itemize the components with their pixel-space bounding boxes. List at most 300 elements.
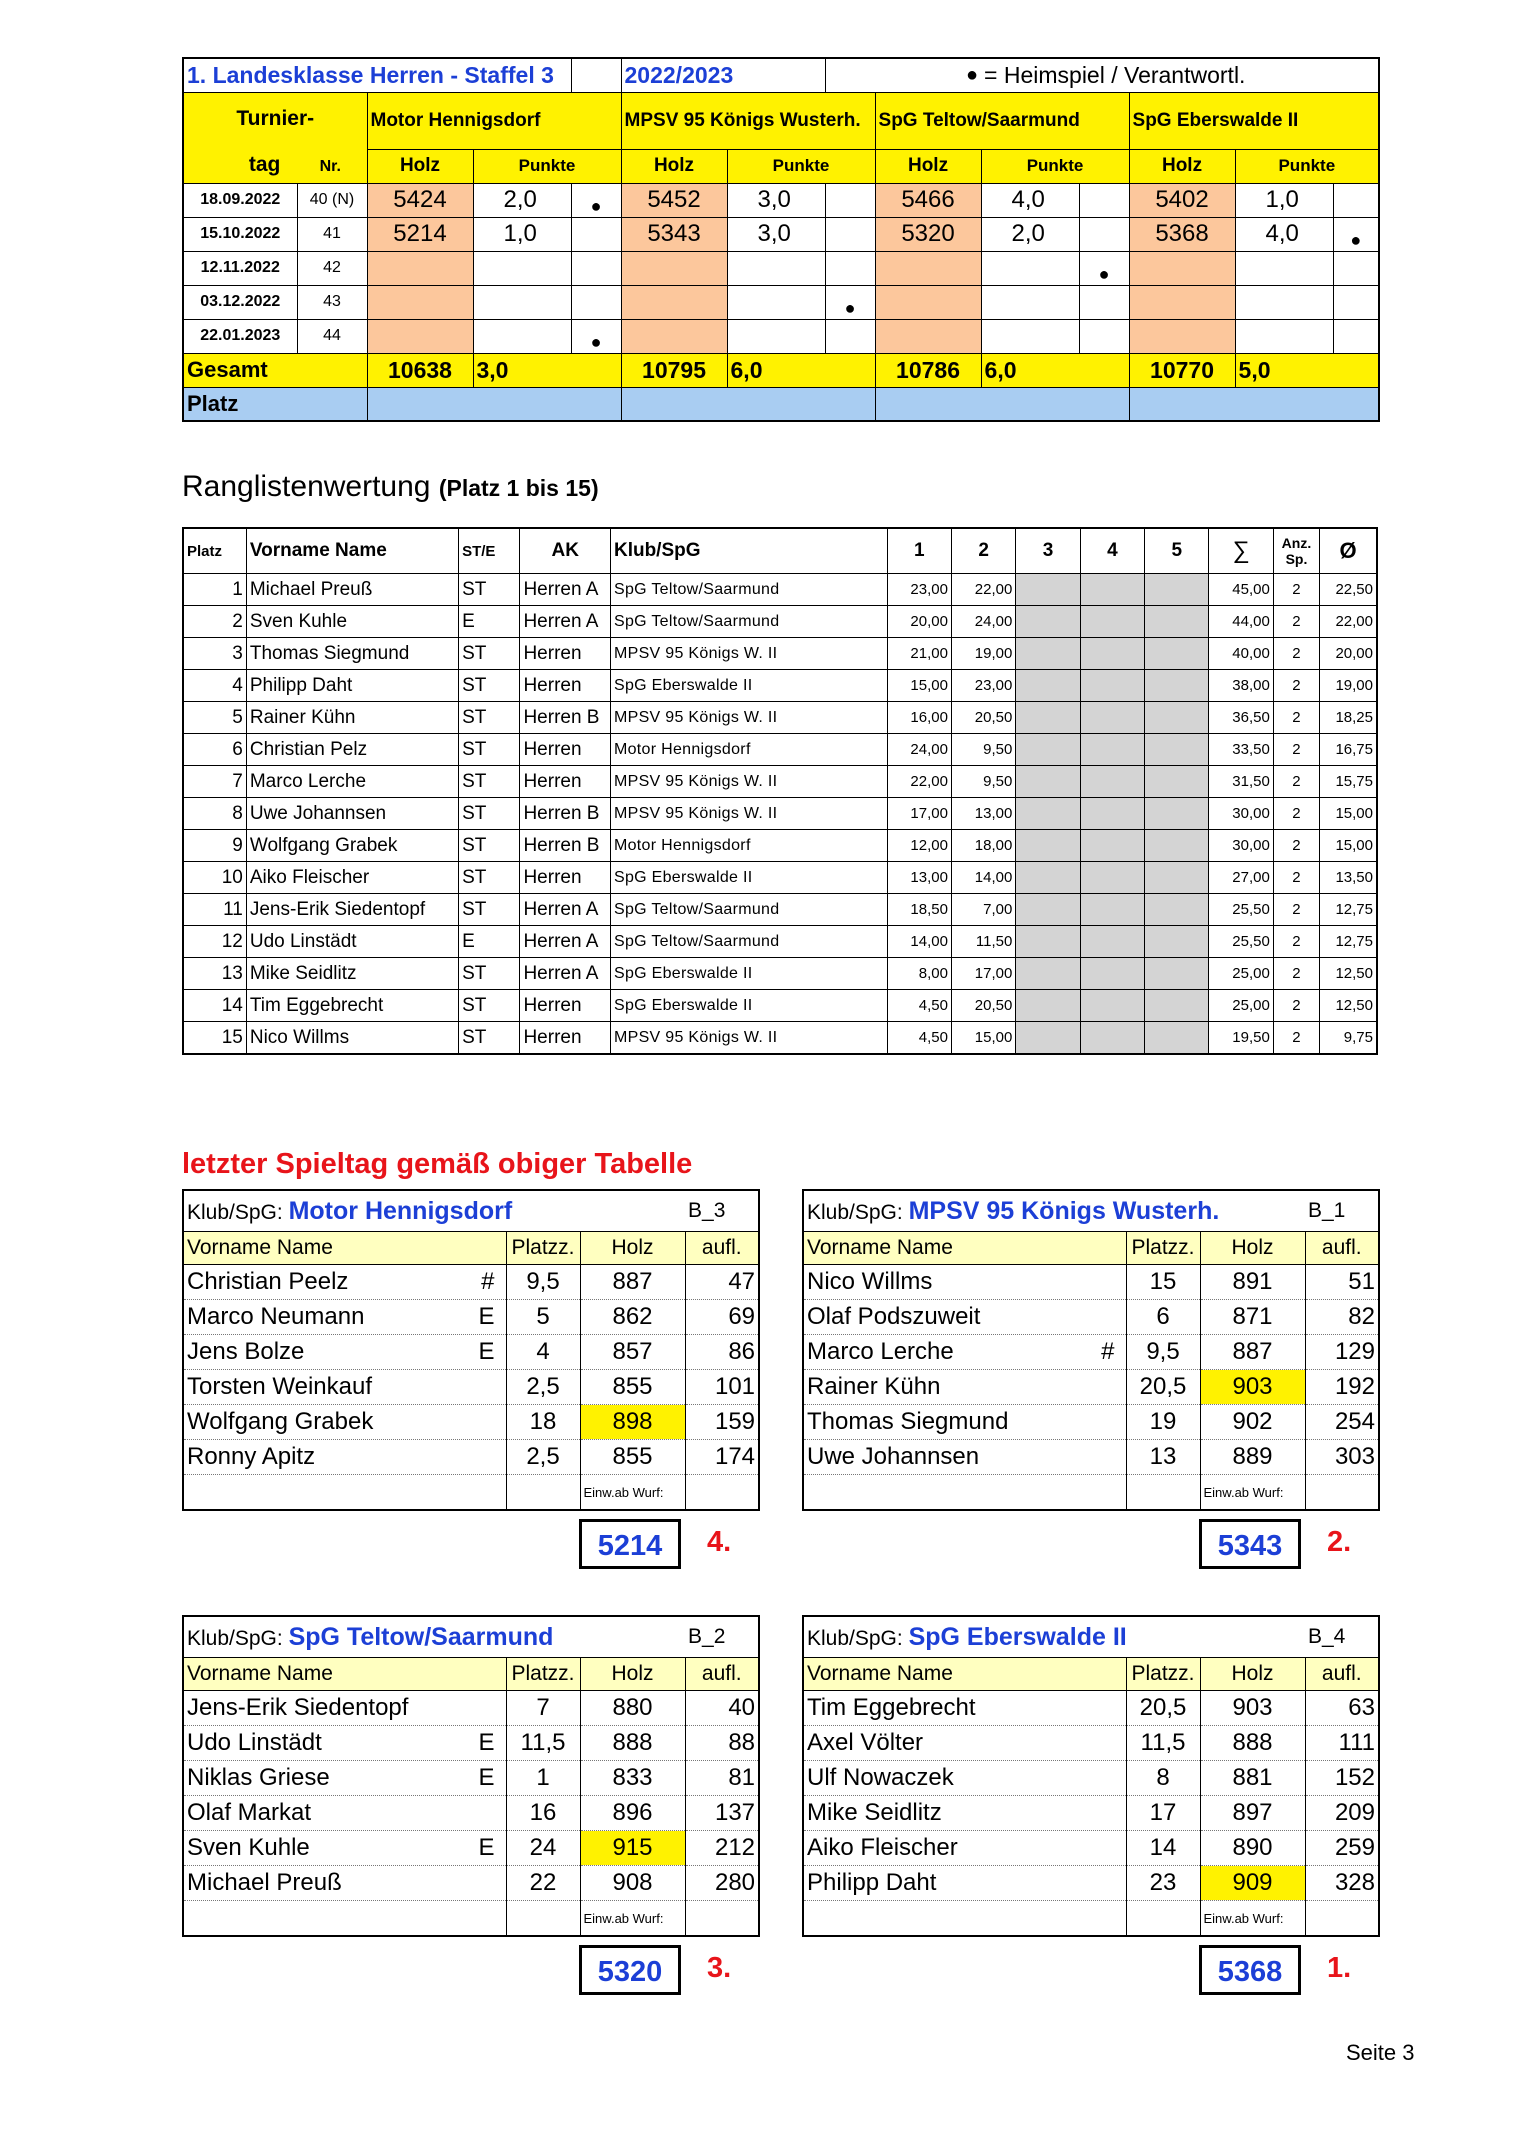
rank-klub: SpG Teltow/Saarmund (610, 894, 887, 926)
rank-name: Nico Willms (246, 1022, 458, 1055)
rank-platz: 7 (183, 766, 246, 798)
gesamt-punkte-3: 6,0 (981, 353, 1129, 387)
rank-avg: 12,75 (1320, 894, 1377, 926)
league-row (183, 217, 1379, 251)
col-anz (1273, 528, 1319, 574)
rank-score-2: 7,00 (951, 894, 1015, 926)
rank-score-5 (1145, 574, 1209, 606)
holz-col-header: Holz (1200, 1232, 1305, 1265)
player-cell (803, 1370, 1126, 1405)
player-row (803, 1761, 1379, 1796)
punkte-cell (981, 285, 1079, 319)
rank-ste: ST (459, 830, 520, 862)
punkte-header: Punkte (1235, 149, 1379, 183)
player-name: Sven Kuhle (187, 1834, 310, 1861)
holz-header: Holz (621, 149, 727, 183)
aufl-col-header: aufl. (685, 1232, 759, 1265)
rank-platz: 3 (183, 638, 246, 670)
turniertag-header (183, 92, 367, 183)
match-nr: 43 (297, 285, 367, 319)
rank-score-3 (1016, 1022, 1080, 1055)
rank-sum: 25,00 (1209, 958, 1273, 990)
holz-col-header: Holz (580, 1232, 685, 1265)
rank-avg: 15,00 (1320, 830, 1377, 862)
player-cell (183, 1796, 506, 1831)
home-dot (571, 285, 621, 319)
rank-score-2: 15,00 (951, 1022, 1015, 1055)
aufl-col-header: aufl. (1305, 1658, 1379, 1691)
rank-ste: ST (459, 894, 520, 926)
player-aufl: 259 (1305, 1831, 1379, 1866)
rank-score-5 (1145, 670, 1209, 702)
player-row (803, 1370, 1379, 1405)
player-row (183, 1831, 759, 1866)
rank-score-3 (1016, 670, 1080, 702)
rank-ak: Herren A (520, 958, 611, 990)
rank-name: Tim Eggebrecht (246, 990, 458, 1022)
punkte-header: Punkte (727, 149, 875, 183)
punkte-header: Punkte (473, 149, 621, 183)
player-holz: 915 (580, 1831, 685, 1866)
rank-ak: Herren (520, 734, 611, 766)
player-aufl: 101 (685, 1370, 759, 1405)
player-platz: 16 (506, 1796, 580, 1831)
legend-text: = Heimspiel / Verantwortl. (981, 58, 1379, 92)
rank-ak: Herren (520, 862, 611, 894)
rank-score-5 (1145, 1022, 1209, 1055)
player-holz: 888 (1200, 1726, 1305, 1761)
rank-score-4 (1080, 670, 1144, 702)
player-mark: E (478, 1303, 495, 1330)
team-box (802, 1189, 1380, 1511)
player-aufl: 328 (1305, 1866, 1379, 1901)
punkte-cell (1235, 251, 1333, 285)
player-holz: 889 (1200, 1440, 1305, 1475)
rank-score-2: 14,00 (951, 862, 1015, 894)
ranking-row (183, 574, 1377, 606)
rank-ste: ST (459, 670, 520, 702)
league-table (182, 57, 1380, 422)
team-rank: 2. (1327, 1526, 1352, 1558)
rank-score-2: 24,00 (951, 606, 1015, 638)
rank-score-4 (1080, 1022, 1144, 1055)
col-anz-2: Sp. (1285, 551, 1308, 567)
rank-score-2: 23,00 (951, 670, 1015, 702)
player-platz: 14 (1126, 1831, 1200, 1866)
team-total: 5368 (1199, 1945, 1301, 1995)
player-row (803, 1300, 1379, 1335)
player-platz: 4 (506, 1335, 580, 1370)
rank-score-5 (1145, 990, 1209, 1022)
player-mark: E (478, 1834, 495, 1861)
team-box (182, 1189, 760, 1511)
ranking-table (182, 527, 1378, 1055)
player-aufl: 303 (1305, 1440, 1379, 1475)
team-total: 5320 (579, 1945, 681, 1995)
punkte-cell (727, 319, 825, 353)
punkte-cell: 3,0 (727, 217, 825, 251)
punkte-cell: 1,0 (1235, 183, 1333, 217)
rank-score-3 (1016, 990, 1080, 1022)
punkte-cell (473, 319, 571, 353)
rank-score-2: 19,00 (951, 638, 1015, 670)
rank-klub: Motor Hennigsdorf (610, 734, 887, 766)
player-platz: 2,5 (506, 1440, 580, 1475)
rank-score-3 (1016, 798, 1080, 830)
league-row (183, 285, 1379, 319)
holz-cell (367, 285, 473, 319)
platz-col-header: Platzz. (506, 1658, 580, 1691)
rank-klub: Motor Hennigsdorf (610, 830, 887, 862)
player-platz: 6 (1126, 1300, 1200, 1335)
player-aufl: 280 (685, 1866, 759, 1901)
rank-name: Wolfgang Grabek (246, 830, 458, 862)
player-aufl: 159 (685, 1405, 759, 1440)
player-row (183, 1265, 759, 1300)
col-name: Vorname Name (246, 528, 458, 574)
player-cell (803, 1440, 1126, 1475)
rank-score-3 (1016, 862, 1080, 894)
rank-score-2: 20,50 (951, 990, 1015, 1022)
rank-score-4 (1080, 798, 1144, 830)
rank-score-4 (1080, 574, 1144, 606)
col-anz-1: Anz. (1281, 535, 1312, 551)
player-name: Mike Seidlitz (807, 1799, 942, 1826)
player-name: Aiko Fleischer (807, 1834, 958, 1861)
player-aufl: 209 (1305, 1796, 1379, 1831)
holz-cell (875, 319, 981, 353)
rank-name: Jens-Erik Siedentopf (246, 894, 458, 926)
rank-anz: 2 (1273, 574, 1319, 606)
rank-score-5 (1145, 766, 1209, 798)
player-aufl: 81 (685, 1761, 759, 1796)
player-holz: 881 (1200, 1761, 1305, 1796)
player-cell (183, 1831, 506, 1866)
rank-score-3 (1016, 894, 1080, 926)
rank-ak: Herren A (520, 894, 611, 926)
einw-label: Einw.ab Wurf: (1200, 1475, 1305, 1511)
rank-score-3 (1016, 606, 1080, 638)
team-box-header (183, 1616, 685, 1658)
player-platz: 24 (506, 1831, 580, 1866)
player-cell (803, 1265, 1126, 1300)
rank-sum: 45,00 (1209, 574, 1273, 606)
player-platz: 11,5 (506, 1726, 580, 1761)
player-platz: 8 (1126, 1761, 1200, 1796)
rank-score-4 (1080, 606, 1144, 638)
rank-platz: 10 (183, 862, 246, 894)
col-1: 1 (887, 528, 951, 574)
player-platz: 20,5 (1126, 1370, 1200, 1405)
holz-cell: 5424 (367, 183, 473, 217)
player-platz: 22 (506, 1866, 580, 1901)
gesamt-holz-2: 10795 (621, 353, 727, 387)
holz-cell (621, 285, 727, 319)
rank-sum: 25,50 (1209, 926, 1273, 958)
rank-sum: 19,50 (1209, 1022, 1273, 1055)
rank-score-4 (1080, 702, 1144, 734)
gesamt-holz-4: 10770 (1129, 353, 1235, 387)
name-col-header: Vorname Name (183, 1232, 506, 1265)
aufl-col-header: aufl. (685, 1658, 759, 1691)
rank-sum: 30,00 (1209, 798, 1273, 830)
rank-avg: 9,75 (1320, 1022, 1377, 1055)
rank-score-1: 24,00 (887, 734, 951, 766)
rank-score-5 (1145, 734, 1209, 766)
last-day-heading: letzter Spieltag gemäß obiger Tabelle (182, 1148, 693, 1180)
rank-anz: 2 (1273, 1022, 1319, 1055)
rank-sum: 25,00 (1209, 990, 1273, 1022)
rank-score-4 (1080, 734, 1144, 766)
player-cell (803, 1300, 1126, 1335)
rank-score-3 (1016, 638, 1080, 670)
player-row (803, 1866, 1379, 1901)
rank-ste: ST (459, 798, 520, 830)
team-box-header (803, 1616, 1305, 1658)
klub-label: Klub/SpG: (807, 1626, 903, 1650)
league-row (183, 183, 1379, 217)
player-mark: E (478, 1764, 495, 1791)
punkte-cell: 1,0 (473, 217, 571, 251)
rank-avg: 13,50 (1320, 862, 1377, 894)
rank-score-1: 23,00 (887, 574, 951, 606)
player-holz: 833 (580, 1761, 685, 1796)
name-col-header: Vorname Name (803, 1232, 1126, 1265)
player-name: Ulf Nowaczek (807, 1764, 954, 1791)
rank-score-1: 17,00 (887, 798, 951, 830)
player-aufl: 86 (685, 1335, 759, 1370)
team-rank: 4. (707, 1526, 732, 1558)
match-date: 15.10.2022 (183, 217, 297, 251)
ranking-row (183, 734, 1377, 766)
ranking-row (183, 702, 1377, 734)
match-nr: 42 (297, 251, 367, 285)
player-row (803, 1726, 1379, 1761)
holz-cell (1129, 319, 1235, 353)
rank-score-1: 22,00 (887, 766, 951, 798)
rank-ak: Herren B (520, 830, 611, 862)
punkte-cell (473, 285, 571, 319)
punkte-cell (473, 251, 571, 285)
team-name: Motor Hennigsdorf (288, 1196, 513, 1225)
ranking-heading-text: Ranglistenwertung (182, 470, 431, 503)
rank-klub: SpG Teltow/Saarmund (610, 574, 887, 606)
holz-header: Holz (875, 149, 981, 183)
rank-score-4 (1080, 894, 1144, 926)
rank-avg: 18,25 (1320, 702, 1377, 734)
player-aufl: 129 (1305, 1335, 1379, 1370)
rank-sum: 36,50 (1209, 702, 1273, 734)
name-col-header: Vorname Name (183, 1658, 506, 1691)
col-5: 5 (1145, 528, 1209, 574)
player-holz: 890 (1200, 1831, 1305, 1866)
ranking-row (183, 798, 1377, 830)
einw-label: Einw.ab Wurf: (580, 1901, 685, 1937)
team-total: 5343 (1199, 1519, 1301, 1569)
rank-sum: 25,50 (1209, 894, 1273, 926)
player-name: Jens-Erik Siedentopf (187, 1694, 409, 1721)
rank-klub: MPSV 95 Königs W. II (610, 702, 887, 734)
player-platz: 17 (1126, 1796, 1200, 1831)
home-dot (571, 251, 621, 285)
player-name: Thomas Siegmund (807, 1408, 1009, 1435)
player-aufl: 137 (685, 1796, 759, 1831)
holz-cell (367, 319, 473, 353)
player-name: Tim Eggebrecht (807, 1694, 976, 1721)
einw-label: Einw.ab Wurf: (580, 1475, 685, 1511)
player-holz: 871 (1200, 1300, 1305, 1335)
player-name: Jens Bolze (187, 1338, 305, 1365)
ranking-row (183, 766, 1377, 798)
player-cell (803, 1796, 1126, 1831)
col-sum: ∑ (1209, 528, 1273, 574)
team-box (802, 1615, 1380, 1937)
punkte-cell (727, 251, 825, 285)
home-dot (1079, 285, 1129, 319)
holz-cell (621, 251, 727, 285)
player-aufl: 47 (685, 1265, 759, 1300)
player-name: Christian Peelz (187, 1268, 349, 1295)
rank-klub: SpG Eberswalde II (610, 958, 887, 990)
player-row (803, 1691, 1379, 1726)
player-name: Wolfgang Grabek (187, 1408, 374, 1435)
player-holz: 898 (580, 1405, 685, 1440)
player-row (803, 1405, 1379, 1440)
home-dot: ● (1333, 217, 1379, 251)
rank-ak: Herren (520, 990, 611, 1022)
player-cell (803, 1761, 1126, 1796)
rank-score-1: 18,50 (887, 894, 951, 926)
rank-ste: ST (459, 1022, 520, 1055)
player-row (803, 1335, 1379, 1370)
rank-anz: 2 (1273, 766, 1319, 798)
rank-score-2: 9,50 (951, 734, 1015, 766)
player-name: Uwe Johannsen (807, 1443, 980, 1470)
team-rank: 3. (707, 1952, 732, 1984)
player-aufl: 82 (1305, 1300, 1379, 1335)
rank-score-4 (1080, 766, 1144, 798)
punkte-cell (1235, 285, 1333, 319)
player-name: Udo Linstädt (187, 1729, 322, 1756)
rank-score-1: 4,50 (887, 990, 951, 1022)
rank-score-4 (1080, 862, 1144, 894)
player-platz: 7 (506, 1691, 580, 1726)
player-cell (183, 1726, 506, 1761)
player-holz: 903 (1200, 1370, 1305, 1405)
rank-sum: 27,00 (1209, 862, 1273, 894)
team-code: B_1 (1305, 1190, 1379, 1232)
match-nr: 44 (297, 319, 367, 353)
ranking-row (183, 1022, 1377, 1055)
rank-anz: 2 (1273, 734, 1319, 766)
punkte-cell: 2,0 (981, 217, 1079, 251)
player-row (803, 1796, 1379, 1831)
rank-score-3 (1016, 574, 1080, 606)
rank-name: Mike Seidlitz (246, 958, 458, 990)
rank-score-1: 20,00 (887, 606, 951, 638)
rank-score-5 (1145, 894, 1209, 926)
player-name: Marco Lerche (807, 1338, 954, 1365)
match-date: 22.01.2023 (183, 319, 297, 353)
holz-cell (875, 251, 981, 285)
home-dot (825, 217, 875, 251)
holz-cell (1129, 285, 1235, 319)
rank-ak: Herren A (520, 574, 611, 606)
rank-platz: 8 (183, 798, 246, 830)
player-aufl: 254 (1305, 1405, 1379, 1440)
match-nr: 41 (297, 217, 367, 251)
platz-label: Platz (183, 387, 367, 421)
punkte-cell (981, 251, 1079, 285)
home-dot (1333, 285, 1379, 319)
rank-ste: E (459, 606, 520, 638)
home-dot: ● (571, 319, 621, 353)
rank-name: Uwe Johannsen (246, 798, 458, 830)
gesamt-label: Gesamt (183, 353, 297, 387)
player-aufl: 63 (1305, 1691, 1379, 1726)
rank-name: Aiko Fleischer (246, 862, 458, 894)
player-row (183, 1691, 759, 1726)
rank-score-4 (1080, 958, 1144, 990)
rank-klub: SpG Teltow/Saarmund (610, 606, 887, 638)
rank-avg: 20,00 (1320, 638, 1377, 670)
team-name: MPSV 95 Königs Wusterh. (908, 1196, 1220, 1225)
player-platz: 19 (1126, 1405, 1200, 1440)
player-holz: 909 (1200, 1866, 1305, 1901)
ranking-row (183, 606, 1377, 638)
team-code: B_3 (685, 1190, 759, 1232)
rank-avg: 12,50 (1320, 990, 1377, 1022)
player-holz: 887 (580, 1265, 685, 1300)
player-row (183, 1370, 759, 1405)
player-holz: 857 (580, 1335, 685, 1370)
rank-ak: Herren (520, 1022, 611, 1055)
player-name: Ronny Apitz (187, 1443, 316, 1470)
player-holz: 880 (580, 1691, 685, 1726)
rank-score-2: 17,00 (951, 958, 1015, 990)
rank-ste: E (459, 926, 520, 958)
turniertag-label: Turnier- (236, 106, 315, 130)
punkte-cell (727, 285, 825, 319)
punkte-cell: 2,0 (473, 183, 571, 217)
player-name: Olaf Podszuweit (807, 1303, 981, 1330)
rank-klub: MPSV 95 Königs W. II (610, 638, 887, 670)
holz-cell: 5214 (367, 217, 473, 251)
player-cell (183, 1866, 506, 1901)
player-platz: 15 (1126, 1265, 1200, 1300)
ranking-row (183, 990, 1377, 1022)
player-mark: # (481, 1268, 495, 1295)
gesamt-punkte-4: 5,0 (1235, 353, 1379, 387)
rank-score-4 (1080, 926, 1144, 958)
rank-score-1: 13,00 (887, 862, 951, 894)
player-platz: 1 (506, 1761, 580, 1796)
rank-name: Marco Lerche (246, 766, 458, 798)
match-date: 12.11.2022 (183, 251, 297, 285)
team-box (182, 1615, 760, 1937)
player-row (803, 1265, 1379, 1300)
rank-ak: Herren B (520, 702, 611, 734)
holz-cell (367, 251, 473, 285)
holz-cell: 5452 (621, 183, 727, 217)
player-row (183, 1796, 759, 1831)
rank-platz: 1 (183, 574, 246, 606)
rank-ste: ST (459, 862, 520, 894)
rank-anz: 2 (1273, 894, 1319, 926)
rank-avg: 19,00 (1320, 670, 1377, 702)
team-header-2: MPSV 95 Königs Wusterh. (621, 92, 875, 149)
player-mark: E (478, 1338, 495, 1365)
